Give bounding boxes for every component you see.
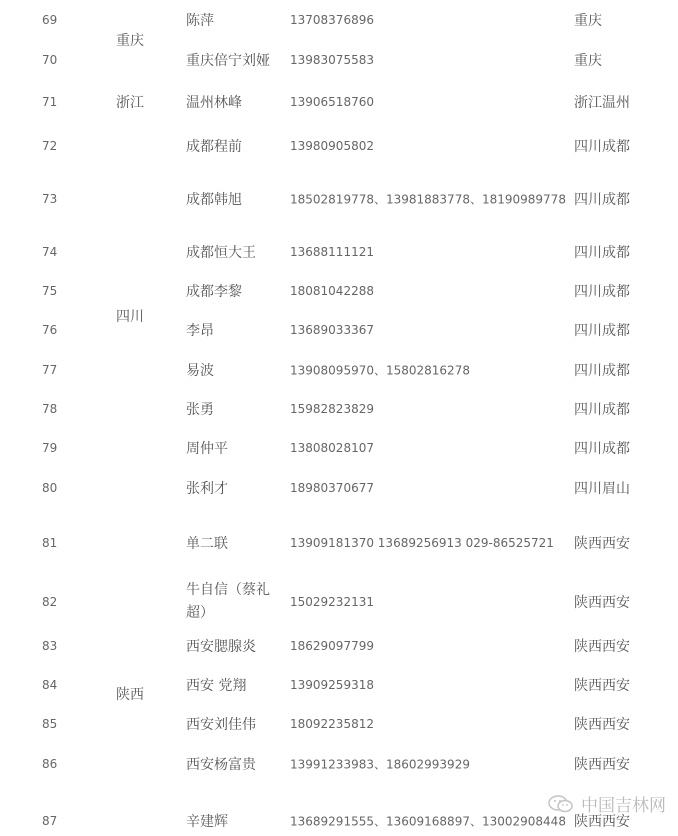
contact-name: 西安腮腺炎 bbox=[186, 639, 256, 655]
phone-number: 18502819778、13981883778、18190989778 bbox=[290, 192, 566, 207]
row-number: 76 bbox=[42, 323, 58, 337]
phone-number: 15029232131 bbox=[290, 595, 374, 609]
province-label: 浙江 bbox=[116, 95, 144, 111]
city-label: 四川成都 bbox=[574, 363, 630, 379]
row-number: 87 bbox=[42, 814, 58, 828]
row-number: 75 bbox=[42, 284, 58, 298]
row-number: 85 bbox=[42, 717, 58, 731]
phone-number: 18081042288 bbox=[290, 284, 374, 298]
contact-name: 成都韩旭 bbox=[186, 192, 242, 208]
phone-number: 13906518760 bbox=[290, 95, 374, 109]
row-number: 72 bbox=[42, 139, 58, 153]
city-label: 陕西西安 bbox=[574, 757, 630, 773]
province-label: 四川 bbox=[116, 309, 144, 325]
contact-name: 西安杨富贵 bbox=[186, 757, 256, 773]
contact-name: 重庆倍宁刘娅 bbox=[186, 53, 270, 69]
phone-number: 18980370677 bbox=[290, 481, 374, 495]
watermark-text: 中国吉林网 bbox=[581, 796, 666, 816]
city-label: 四川成都 bbox=[574, 192, 630, 208]
row-number: 81 bbox=[42, 536, 58, 550]
row-number: 73 bbox=[42, 192, 58, 206]
contact-name: 张利才 bbox=[186, 481, 228, 497]
city-label: 浙江温州 bbox=[574, 95, 630, 111]
wechat-icon bbox=[547, 794, 575, 814]
row-number: 71 bbox=[42, 95, 58, 109]
city-label: 陕西西安 bbox=[574, 595, 630, 611]
row-number: 74 bbox=[42, 245, 58, 259]
phone-number: 13908095970、15802816278 bbox=[290, 363, 470, 378]
phone-number: 18092235812 bbox=[290, 717, 374, 731]
phone-number: 13688111121 bbox=[290, 245, 374, 259]
city-label: 四川成都 bbox=[574, 284, 630, 300]
city-label: 陕西西安 bbox=[574, 536, 630, 552]
phone-number: 13808028107 bbox=[290, 441, 374, 455]
phone-number: 13909259318 bbox=[290, 678, 374, 692]
contact-name: 西安刘佳伟 bbox=[186, 717, 256, 733]
city-label: 四川成都 bbox=[574, 441, 630, 457]
phone-number: 13689291555、13609168897、13002908448 bbox=[290, 814, 566, 829]
phone-number: 13991233983、18602993929 bbox=[290, 757, 470, 772]
row-number: 82 bbox=[42, 595, 58, 609]
contact-name: 辛建辉 bbox=[186, 814, 228, 830]
phone-number: 13708376896 bbox=[290, 13, 374, 27]
city-label: 四川成都 bbox=[574, 139, 630, 155]
phone-number: 13909181370 13689256913 029-86525721 bbox=[290, 536, 554, 550]
row-number: 86 bbox=[42, 757, 58, 771]
row-number: 78 bbox=[42, 402, 58, 416]
phone-number: 13980905802 bbox=[290, 139, 374, 153]
contact-name: 牛自信（蔡礼超） bbox=[186, 582, 270, 621]
city-label: 陕西西安 bbox=[574, 639, 630, 655]
city-label: 陕西西安 bbox=[574, 678, 630, 694]
row-number: 69 bbox=[42, 13, 58, 27]
city-label: 四川成都 bbox=[574, 402, 630, 418]
contact-name: 陈萍 bbox=[186, 13, 214, 29]
contact-name: 张勇 bbox=[186, 402, 214, 418]
contact-name: 成都恒大王 bbox=[186, 245, 256, 261]
phone-number: 13689033367 bbox=[290, 323, 374, 337]
contact-name: 易波 bbox=[186, 363, 214, 379]
contact-name: 周仲平 bbox=[186, 441, 228, 457]
phone-number: 13983075583 bbox=[290, 53, 374, 67]
phone-number: 18629097799 bbox=[290, 639, 374, 653]
row-number: 83 bbox=[42, 639, 58, 653]
city-label: 四川眉山 bbox=[574, 481, 630, 497]
watermark bbox=[547, 791, 666, 816]
city-label: 重庆 bbox=[574, 53, 602, 69]
row-number: 70 bbox=[42, 53, 58, 67]
province-label: 重庆 bbox=[116, 33, 144, 49]
city-label: 重庆 bbox=[574, 13, 602, 29]
city-label: 四川成都 bbox=[574, 323, 630, 339]
city-label: 陕西西安 bbox=[574, 717, 630, 733]
contact-name: 李昂 bbox=[186, 323, 214, 339]
contact-name: 西安 党翔 bbox=[186, 678, 247, 694]
phone-number: 15982823829 bbox=[290, 402, 374, 416]
city-label: 陕西西安 bbox=[574, 814, 630, 830]
contact-name: 成都李黎 bbox=[186, 284, 242, 300]
row-number: 84 bbox=[42, 678, 58, 692]
contact-name: 温州林峰 bbox=[186, 95, 242, 111]
province-label: 陕西 bbox=[116, 687, 144, 703]
row-number: 79 bbox=[42, 441, 58, 455]
city-label: 四川成都 bbox=[574, 245, 630, 261]
contact-name: 单二联 bbox=[186, 536, 228, 552]
row-number: 77 bbox=[42, 363, 58, 377]
contact-name: 成都程前 bbox=[186, 139, 242, 155]
row-number: 80 bbox=[42, 481, 58, 495]
